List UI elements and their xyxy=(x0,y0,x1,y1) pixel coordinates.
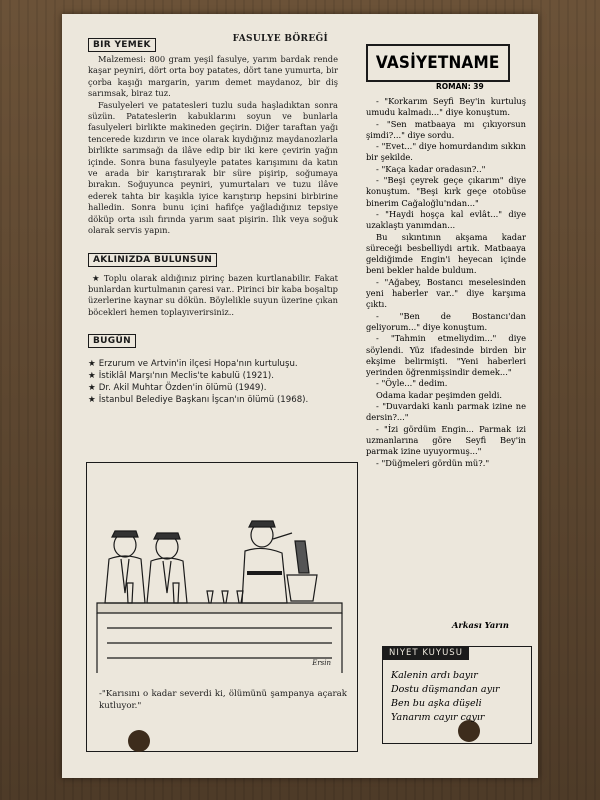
arkasi-yarin: Arkası Yarın xyxy=(452,620,509,630)
bugun-label: BUGÜN xyxy=(88,334,136,348)
aklinizda-label: AKLINIZDA BULUNSUN xyxy=(88,253,217,267)
poem-line: Yanarım cayır cayır xyxy=(391,712,485,723)
niyet-kuyusu-box xyxy=(382,646,532,744)
story-paragraph: - "Ağabey, Bostancı meselesinden yeni haberler var.." diye karşıma çıktı. xyxy=(366,276,526,310)
story-paragraph: - "Beşi çeyrek geçe çıkarım" diye konuştum. "Beşi kırk geçe otobüse binerim Cağaloğlu'ndan..." xyxy=(366,175,526,208)
story-paragraph: - "Evet..." diye homurdandım sıkkın bir şekilde. xyxy=(366,141,526,163)
event-item: ★ Dr. Akil Muhtar Özden'in ölümü (1949). xyxy=(88,383,267,394)
cartoon-drawing xyxy=(87,463,357,685)
poem-line: Kalenin ardı bayır xyxy=(391,670,478,681)
story-paragraph: Odama kadar peşimden geldi. xyxy=(376,389,503,400)
recipe-title: FASULYE BÖREĞİ xyxy=(232,34,328,44)
aklinizda-text: ★ Toplu olarak aldığınız pirinç bazen kurtlanabilir. Fakat bunlardan kurtulmanın çaresi var.. Pirinci bir kaba boşaltıp üzerlerine kaynar su dökün. Böylelikle suyun üzerine çıkan böcekleri hemen toplayıverirsiniz.. xyxy=(88,272,338,317)
event-item: ★ İstiklâl Marşı'nın Meclis'te kabulü (1921). xyxy=(88,371,274,382)
niyet-kuyusu-lines xyxy=(391,669,500,725)
story-paragraph: - "Korkarım Seyfi Bey'in kurtuluş umudu kalmadı..." diye konuştum. xyxy=(366,96,526,118)
star-icon: ★ xyxy=(88,383,96,394)
star-icon: ★ xyxy=(88,395,96,406)
cartoon-caption: -"Karısını o kadar severdi ki, ölümünü şampanya açarak kutluyor." xyxy=(99,689,347,711)
bugun-section xyxy=(88,328,338,406)
roman-number: ROMAN: 39 xyxy=(436,82,484,91)
aklinizda-section xyxy=(88,247,338,319)
poem-line: Dostu düşmandan ayır xyxy=(391,684,500,695)
story-paragraph: Bu sıkıntının akşama kadar süreceği besbelliydi artık. Matbaaya geldiğimde Engin'i heyecan içinde beni bekler halde buldum. xyxy=(366,231,526,276)
event-item: ★ İstanbul Belediye Başkanı İşcan'ın ölümü (1968). xyxy=(88,395,309,406)
bir-yemek-label: BIR YEMEK xyxy=(88,38,156,52)
star-icon: ★ xyxy=(88,371,96,382)
vasiyetname-story xyxy=(366,96,526,469)
story-paragraph: - "İzi gördüm Engin... Parmak izi uzmanlarına göre Seyfi Bey'in parmak izine uyuyormuş..." xyxy=(366,423,526,457)
poem-line: Ben bu aşka düşeli xyxy=(391,698,482,709)
vasiyetname-title-box xyxy=(366,44,510,82)
star-icon: ★ xyxy=(88,359,96,370)
story-paragraph: - "Ben de Bostancı'dan geliyorum..." diye konuştum. xyxy=(366,310,526,332)
story-paragraph: - "Haydi hoşça kal evlât..." diye uzaklaştı yanımdan... xyxy=(366,208,526,231)
story-paragraph: - "Öyle..." dedim. xyxy=(376,378,448,389)
story-paragraph: - "Tahmin etmeliydim..." diye söylendi. Yüz ifadesinde birden bir ekşime belirmişti. "Yeni haberleri yerinden öğrenmişsindir demek..." xyxy=(366,333,526,378)
event-item: ★ Erzurum ve Artvin'in ilçesi Hopa'nın kurtuluşu. xyxy=(88,359,298,370)
cartoonist-signature: Ersin xyxy=(312,659,331,667)
story-paragraph: - "Duvardaki kanlı parmak izine ne dersin?..." xyxy=(366,401,526,423)
cartoon-panel xyxy=(86,462,358,752)
recipe-ingredients: Malzemesi: 800 gram yeşil fasulye, yarım bardak rende kaşar peyniri, dört orta boy patates, dört tane yumurta, bir çorba kaşığı margarin, yarım demet maydanoz, bir diş sarımsak, biraz tuz. xyxy=(88,54,338,99)
story-paragraph: - "Kaça kadar oradasın?.." xyxy=(376,163,486,174)
left-column xyxy=(88,32,338,406)
vasiyetname-title: VASİYETNAME xyxy=(376,53,500,73)
bugun-events xyxy=(88,358,338,406)
story-paragraph: - "Sen matbaaya mı çıkıyorsun şimdi?..." diye sordu. xyxy=(366,118,526,140)
recipe-header xyxy=(88,32,338,50)
recipe-instructions: Fasulyeleri ve patatesleri tuzlu suda haşladıktan sonra süzün. Patateslerin kabuklarını soyun ve bunlarla fasulyeleri birlikte makineden geçirin. Diğer taraftan yağı tencerede kızdırın ve ince olarak kıydığınız maydanozlarla birlikte sarımsağı da ilâve edip bir iki kere çevirin yağın içinde. Sonra buna fasulyeyle patates karışımını da katın ve arada bir karıştırarak bir süre pişirip, soğumaya bırakın. Soğuyunca peyniri, yumurtaları ve tuzu ilâve ederek tahta bir kaşıkla iyice karıştırıp hepsini birbirine halledin. Sonra bunu içini hafifçe yağladığınız tepsiye döküp orta ısılı fırında yarım saat pişirin. Ilık veya soğuk olarak servis yapın. xyxy=(88,99,338,236)
story-paragraph: - "Düğmeleri gördün mü?." xyxy=(376,457,490,468)
punch-hole xyxy=(128,730,150,752)
niyet-kuyusu-title: NIYET KUYUSU xyxy=(383,646,469,660)
